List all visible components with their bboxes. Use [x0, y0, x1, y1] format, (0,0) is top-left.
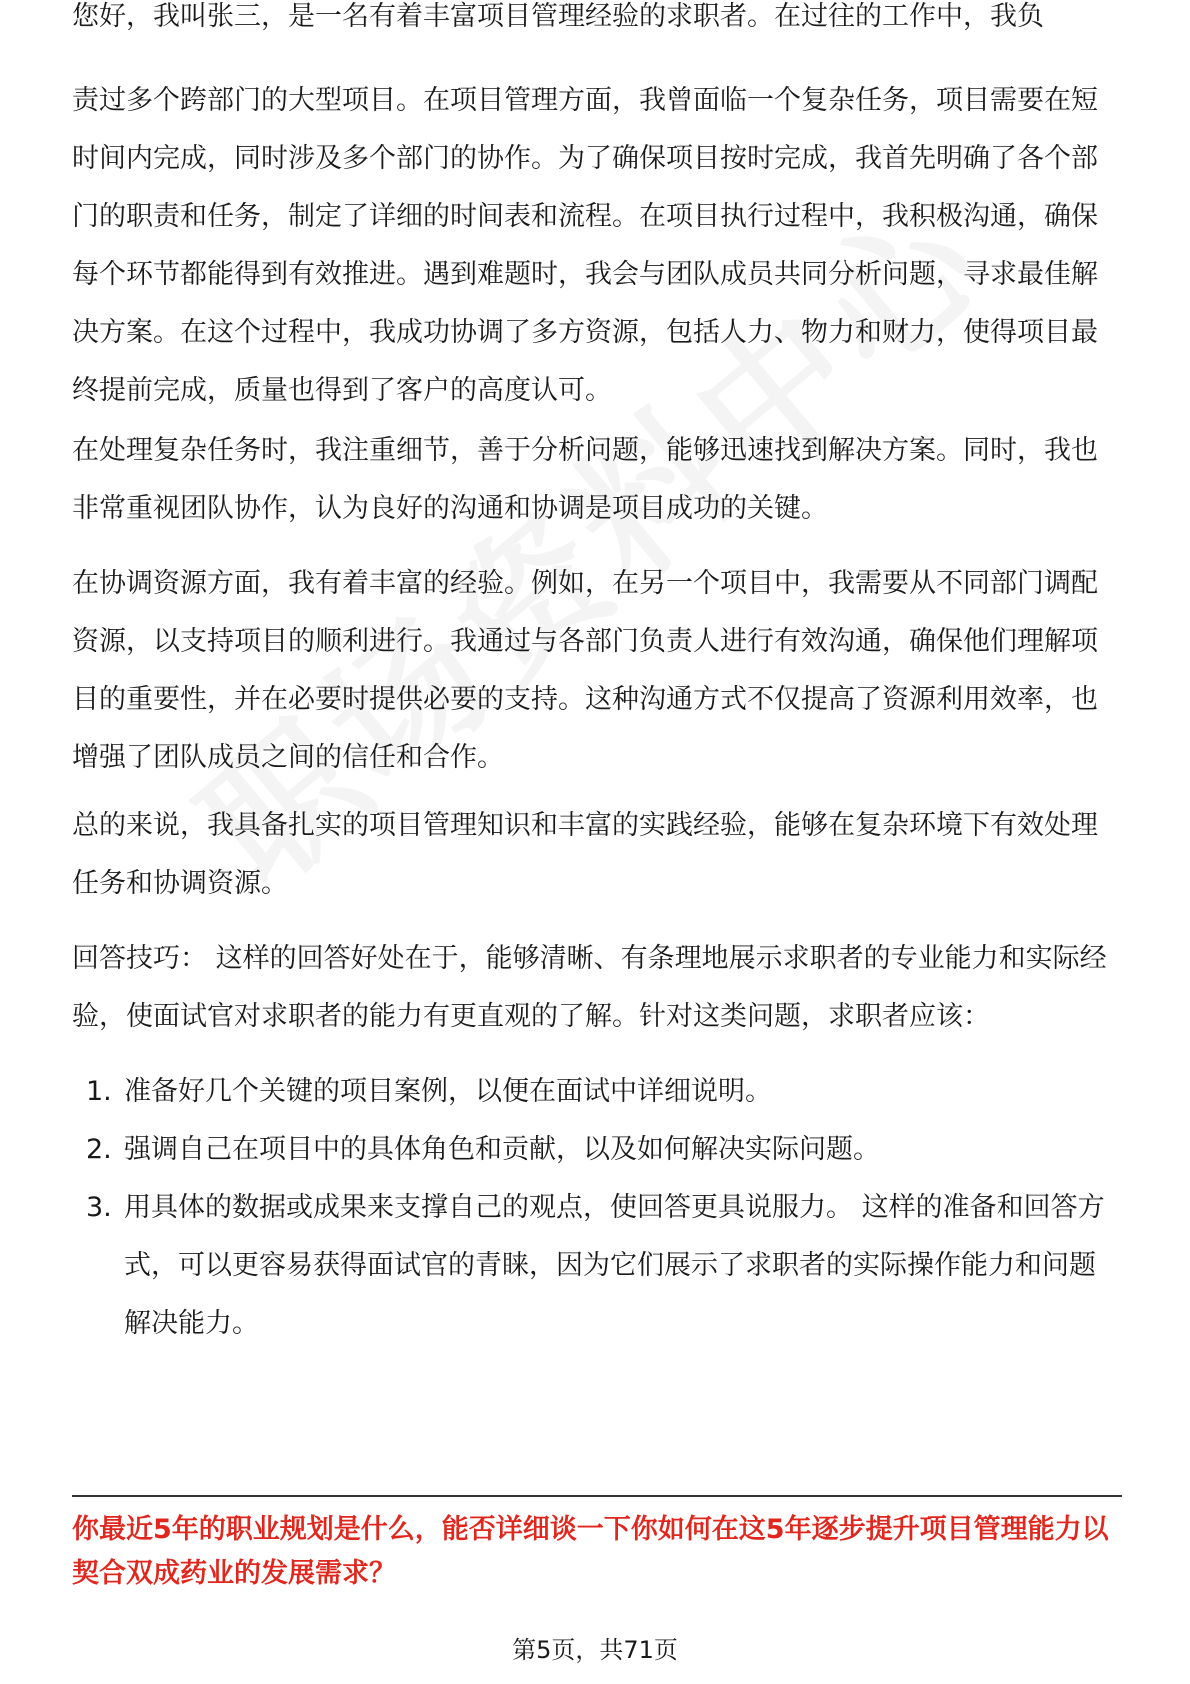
paragraph-summary: 总的来说，我具备扎实的项目管理知识和丰富的实践经验，能够在复杂环境下有效处理任务和协调资源。 — [72, 810, 1098, 899]
list-item — [72, 1179, 1122, 1353]
paragraph-resources: 在协调资源方面，我有着丰富的经验。例如，在另一个项目中，我需要从不同部门调配资源，以支持项目的顺利进行。我通过与各部门负责人进行有效沟通，确保他们理解项目的重要性，并在必要时提供必要的支持。这种沟通方式不仅提高了资源利用效率，也增强了团队成员之间的信任和合作。 — [72, 568, 1098, 773]
top-fragment: 您好，我叫张三，是一名有着丰富项目管理经验的求职者。在过往的工作中，我负 — [72, 1, 1044, 32]
list-number: 2. — [86, 1134, 112, 1165]
list-item — [72, 1063, 1122, 1121]
section-divider — [72, 1495, 1122, 1497]
list-text: 准备好几个关键的项目案例，以便在面试中详细说明。 — [124, 1076, 772, 1107]
paragraph-detail: 在处理复杂任务时，我注重细节，善于分析问题，能够迅速找到解决方案。同时，我也非常重视团队协作，认为良好的沟通和协调是项目成功的关键。 — [72, 435, 1098, 524]
list-item — [72, 1121, 1122, 1179]
list-number: 1. — [86, 1076, 112, 1107]
list-text: 强调自己在项目中的具体角色和贡献，以及如何解决实际问题。 — [124, 1134, 880, 1165]
tips-list — [72, 1063, 1122, 1353]
cut-off-line — [72, 1, 1122, 58]
list-number: 3. — [86, 1192, 112, 1223]
page-footer: 第5页，共71页 — [512, 1636, 678, 1664]
paragraph-answer-tips: 回答技巧： 这样的回答好处在于，能够清晰、有条理地展示求职者的专业能力和实际经验，使面试官对求职者的能力有更直观的了解。针对这类问题，求职者应该： — [72, 943, 1107, 1032]
next-question: 你最近5年的职业规划是什么，能否详细谈一下你如何在这5年逐步提升项目管理能力以契合双成药业的发展需求？ — [72, 1514, 1109, 1589]
paragraph-experience: 责过多个跨部门的大型项目。在项目管理方面，我曾面临一个复杂任务，项目需要在短时间内完成，同时涉及多个部门的协作。为了确保项目按时完成，我首先明确了各个部门的职责和任务，制定了详细的时间表和流程。在项目执行过程中，我积极沟通，确保每个环节都能得到有效推进。遇到难题时，我会与团队成员共同分析问题，寻求最佳解决方案。在这个过程中，我成功协调了多方资源，包括人力、物力和财力，使得项目最终提前完成，质量也得到了客户的高度认可。 — [72, 85, 1098, 406]
list-text: 用具体的数据或成果来支撑自己的观点，使回答更具说服力。 这样的准备和回答方式，可以更容易获得面试官的青睐，因为它们展示了求职者的实际操作能力和问题解决能力。 — [124, 1192, 1105, 1339]
